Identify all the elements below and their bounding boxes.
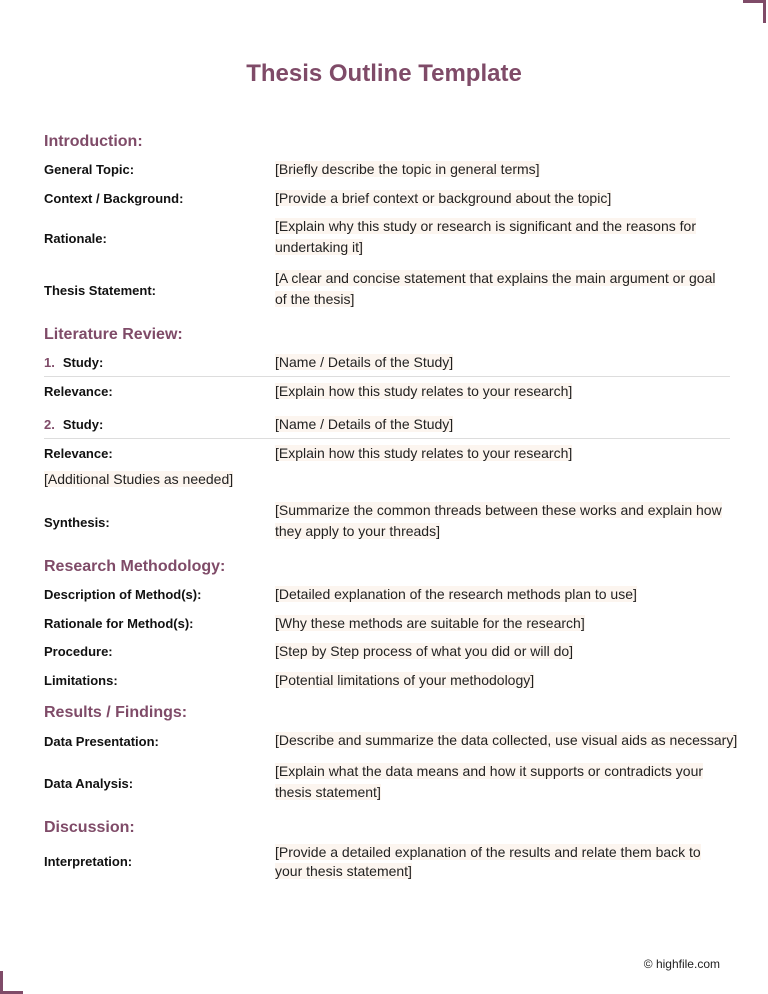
interpretation-label: Interpretation: [44,854,133,869]
method-rationale-value: [Why these methods are suitable for the research] [275,615,585,631]
method-description-label: Description of Method(s): [44,587,202,602]
page-title: Thesis Outline Template [246,60,522,87]
data-presentation-value: [Describe and summarize the data collected, use visual aids as necessary] [275,732,738,748]
relevance-1-label: Relevance: [44,384,113,399]
data-presentation-label: Data Presentation: [44,734,159,749]
method-description-value: [Detailed explanation of the research methods plan to use] [275,586,637,602]
study-1-label: 1. Study: [44,355,104,370]
procedure-value: [Step by Step process of what you did or will do] [275,643,574,659]
thesis-statement-value: [A clear and concise statement that explains the main argument or goal of the thesis] [275,270,716,307]
divider [44,438,730,439]
study-2-value: [Name / Details of the Study] [275,416,454,432]
study-2-label: 2. Study: [44,417,104,432]
study-1-number: 1. [44,355,55,370]
synthesis-value: [Summarize the common threads between these works and explain how they apply to your threads] [275,502,722,539]
interpretation-value: [Provide a detailed explanation of the results and relate them back to your thesis statement] [275,844,701,879]
results-heading: Results / Findings: [44,704,188,721]
literature-review-heading: Literature Review: [44,326,183,343]
relevance-2-label: Relevance: [44,446,113,461]
relevance-2-value: [Explain how this study relates to your research] [275,445,573,461]
footer-copyright: © highfile.com [643,957,720,971]
thesis-statement-label: Thesis Statement: [44,283,156,298]
general-topic-label: General Topic: [44,162,135,177]
procedure-label: Procedure: [44,644,113,659]
study-2-number: 2. [44,417,55,432]
methodology-heading: Research Methodology: [44,558,226,575]
divider [44,376,730,377]
corner-mark-top-right [743,0,766,23]
method-rationale-label: Rationale for Method(s): [44,616,194,631]
discussion-heading: Discussion: [44,819,135,836]
rationale-value: [Explain why this study or research is significant and the reasons for undertaking it] [275,218,696,255]
rationale-label: Rationale: [44,231,107,246]
synthesis-label: Synthesis: [44,515,110,530]
limitations-value: [Potential limitations of your methodology] [275,672,535,688]
relevance-1-value: [Explain how this study relates to your research] [275,383,573,399]
context-label: Context / Background: [44,191,184,206]
corner-mark-bottom-left [0,971,23,994]
additional-studies-note: [Additional Studies as needed] [44,471,234,487]
introduction-heading: Introduction: [44,133,143,150]
context-value: [Provide a brief context or background about the topic] [275,190,612,206]
data-analysis-label: Data Analysis: [44,776,134,791]
limitations-label: Limitations: [44,673,118,688]
study-1-value: [Name / Details of the Study] [275,354,454,370]
data-analysis-value: [Explain what the data means and how it supports or contradicts your thesis statement] [275,763,704,800]
general-topic-value: [Briefly describe the topic in general terms] [275,161,540,177]
